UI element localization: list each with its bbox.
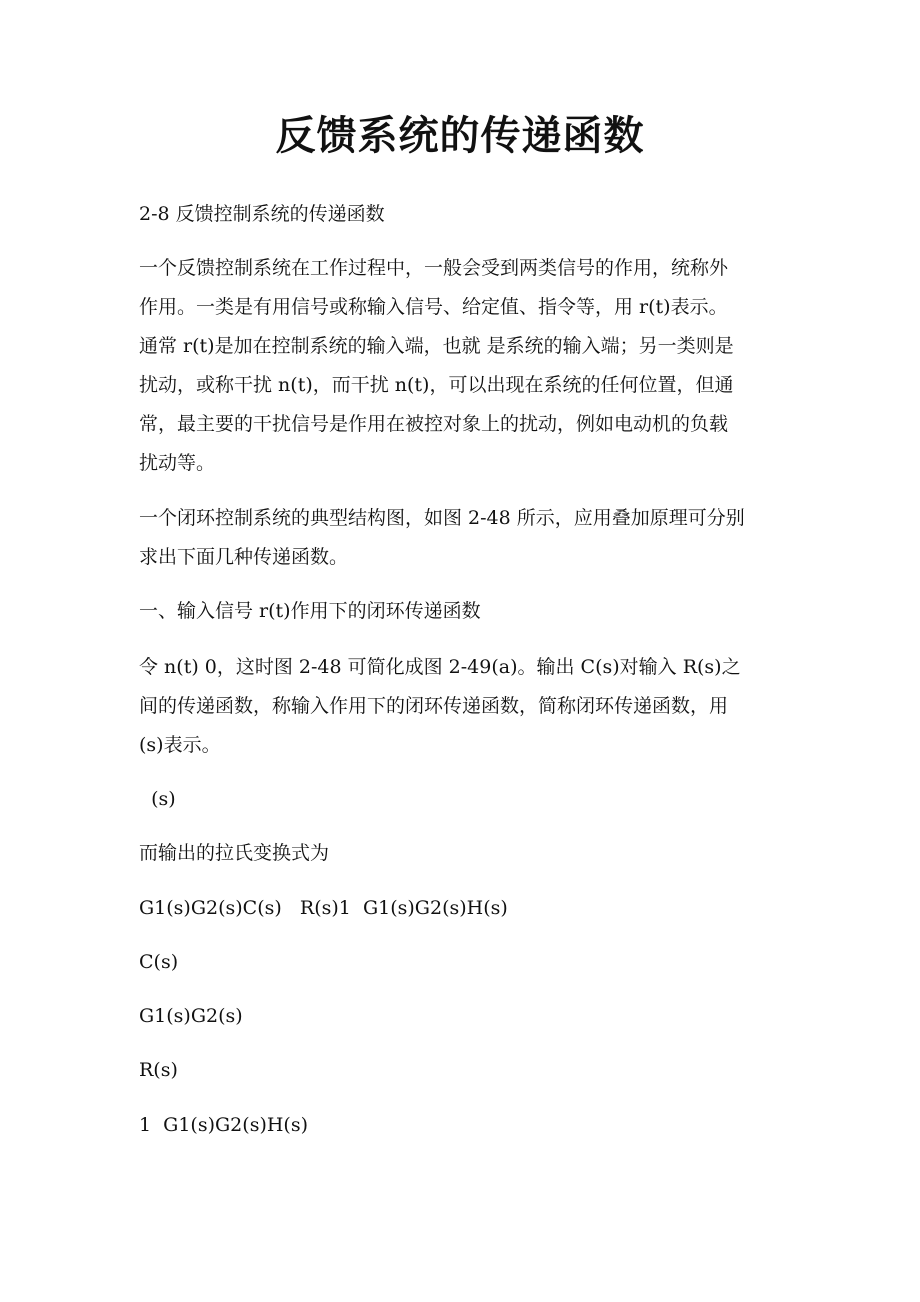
paragraph-line: 作用。一类是有用信号或称输入信号、给定值、指令等，用 r(t)表示。 <box>139 296 728 318</box>
paragraph-closed-loop <box>139 648 787 765</box>
paragraph-line: (s)表示。 <box>139 734 221 756</box>
equation-line: R(s) <box>139 1059 178 1081</box>
equation-line: 1 G1(s)G2(s)H(s) <box>139 1114 308 1136</box>
section-heading: 2-8 反馈控制系统的传递函数 <box>139 203 385 225</box>
paragraph-line: 一个反馈控制系统在工作过程中，一般会受到两类信号的作用，统称外 <box>139 257 729 279</box>
document-title: 反馈系统的传递函数 <box>275 112 645 159</box>
paragraph-line: 令 n(t) 0，这时图 2-48 可简化成图 2-49(a)。输出 C(s)对输入 R(s)之 <box>139 656 741 678</box>
paragraph-laplace: 而输出的拉氏变换式为 <box>139 842 330 864</box>
paragraph-intro <box>139 249 787 483</box>
paragraph-structure <box>139 499 787 577</box>
equation-line: G1(s)G2(s) <box>139 1005 243 1027</box>
paragraph-line: 求出下面几种传递函数。 <box>139 546 349 568</box>
paragraph-line: 扰动等。 <box>139 452 216 474</box>
subheading-input-signal: 一、输入信号 r(t)作用下的闭环传递函数 <box>139 600 481 622</box>
equation-line: G1(s)G2(s)C(s) R(s)1 G1(s)G2(s)H(s) <box>139 897 508 919</box>
paragraph-line: 间的传递函数，称输入作用下的闭环传递函数，简称闭环传递函数，用 <box>139 695 729 717</box>
paragraph-line: 一个闭环控制系统的典型结构图，如图 2-48 所示，应用叠加原理可分别 <box>139 507 745 529</box>
equation-line: C(s) <box>139 951 179 973</box>
paragraph-line: 通常 r(t)是加在控制系统的输入端，也就 是系统的输入端；另一类则是 <box>139 335 734 357</box>
paragraph-line: 扰动，或称干扰 n(t)，而干扰 n(t)，可以出现在系统的任何位置，但通 <box>139 374 734 396</box>
paragraph-line: 常，最主要的干扰信号是作用在被控对象上的扰动，例如电动机的负载 <box>139 413 729 435</box>
phi-s-label: (s) <box>139 788 176 810</box>
